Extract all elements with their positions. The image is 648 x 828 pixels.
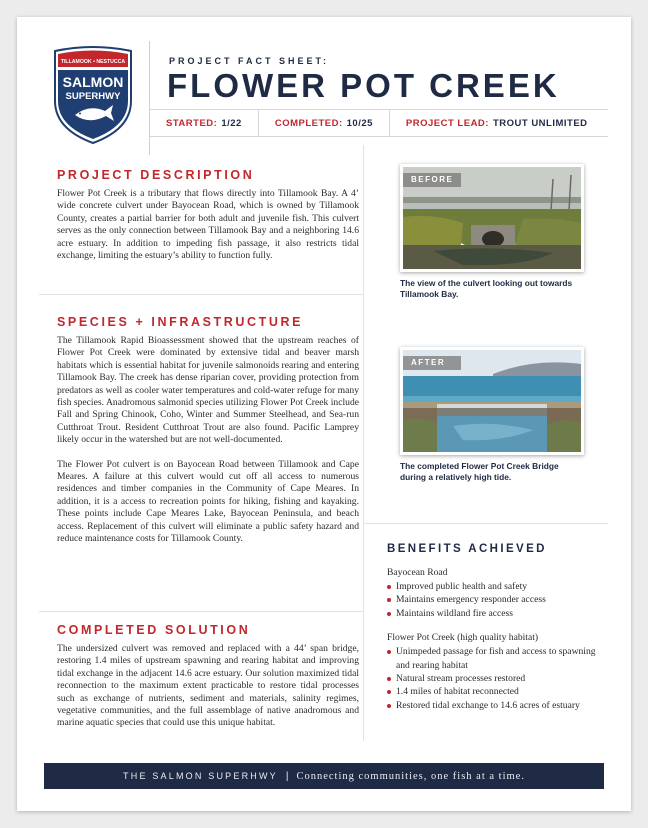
logo-line-1: SALMON <box>62 74 124 90</box>
completed-solution-heading: COMPLETED SOLUTION <box>57 623 251 637</box>
completed-solution-text: The undersized culvert was removed and replaced with a 44’ span bridge, restoring 1.4 miles of upstream spawning and rearing habitat and improving tidal exchange in the adjacent 14.6 acre estuary. Our solution maximized tidal reconnection to the maximum extent practicable to restore tidal processes such as exchange of nutrients, sediment and materials, salinity regimes, vegetative communities, and the full assemblage of native anadromous and marine aquatic species that could use this unique habitat. <box>57 643 359 729</box>
after-photo <box>400 347 584 455</box>
meta-completed-value: 10/25 <box>346 117 373 129</box>
meta-project-lead <box>389 110 604 136</box>
species-paragraph-2: The Flower Pot culvert is on Bayocean Road between Tillamook and Cape Meares. A failure at this culvert would cut off all access to numerous residences and timber companies in the Community of Cape Meares. In addition, it is a access to recreation points for hiking, fishing and kayaking. These points include Cape Meares Lake, Bayocean Peninsula, and beach access. Replacement of this culvert will eliminate a public safety hazard and reduce maintenance costs for Tillamook County. <box>57 458 359 545</box>
benefits-section <box>387 543 602 724</box>
after-photo-block <box>400 347 584 483</box>
benefit-item: 1.4 miles of habitat reconnected <box>387 685 602 698</box>
benefit-item: Unimpeded passage for fish and access to spawning and rearing habitat <box>387 645 602 672</box>
benefit-item: Maintains wildland fire access <box>387 607 602 620</box>
meta-lead-key: PROJECT LEAD: <box>405 117 489 129</box>
section-divider <box>39 611 363 612</box>
before-photo <box>400 164 584 272</box>
meta-completed-key: COMPLETED: <box>274 117 343 129</box>
before-photo-block <box>400 164 584 300</box>
meta-rule-bottom <box>150 136 608 137</box>
logo-line-2: SUPERHWY <box>65 91 121 102</box>
before-caption: The view of the culvert looking out towards Tillamook Bay. <box>400 278 573 299</box>
after-caption: The completed Flower Pot Creek Bridge during a relatively high tide. <box>400 461 559 482</box>
meta-completed <box>258 110 389 136</box>
footer-separator: | <box>285 770 289 782</box>
benefits-list <box>387 580 602 620</box>
benefits-divider <box>364 523 608 524</box>
project-meta-row <box>150 110 608 136</box>
benefit-item: Maintains emergency responder access <box>387 593 602 606</box>
header-divider <box>149 41 150 155</box>
section-divider <box>39 294 363 295</box>
project-description-text: Flower Pot Creek is a tributary that flows directly into Tillamook Bay. A 4’ wide concrete culvert under Bayocean Road, which is owned by Tillamook County, creates a partial barrier for both adult and juvenile fish. This culvert serves as the only connection between Tillamook Bay and a neighboring 14.6 acre estuary. In addition to impeding fish passage, it also restricts tidal exchange, limiting the estuary’s ability to function fully. <box>57 188 359 262</box>
benefit-item: Natural stream processes restored <box>387 672 602 685</box>
after-label: AFTER <box>403 356 461 370</box>
species-paragraph-1: The Tillamook Rapid Bioassessment showed that the upstream reaches of Flower Pot Creek were dominated by extensive tidal and beaver marsh habitats which is essential habitat for juvenile salmonoids rearing and entering Tillamook Bay. The creek has dense riparian cover, providing protection from predators as well as cooler water temperatures and cold-water refuge for many fish species. Anadromous salmonid species utilizing Flower Pot Creek include Fall and Spring Chinook, Coho, Winter and Summer Steelhead, and Sea-run Cutthroat Trout. Resident Cutthroat Trout are also found. Pacific Lamprey likely occur in the watershed but are not well-documented. <box>57 335 359 446</box>
footer-tagline: Connecting communities, one fish at a time. <box>296 770 525 782</box>
meta-started <box>150 110 258 136</box>
project-description-section <box>57 168 359 262</box>
footer-banner <box>44 763 604 789</box>
before-label: BEFORE <box>403 173 461 187</box>
species-infrastructure-heading: SPECIES + INFRASTRUCTURE <box>57 315 304 329</box>
benefits-list <box>387 645 602 712</box>
benefits-group-title: Flower Pot Creek (high quality habitat) <box>387 632 539 644</box>
fact-sheet-eyebrow: PROJECT FACT SHEET: <box>169 56 330 66</box>
project-description-heading: PROJECT DESCRIPTION <box>57 168 255 182</box>
salmon-superhwy-logo <box>51 45 135 145</box>
logo-top-text: TILLAMOOK • NESTUCCA <box>60 59 126 65</box>
column-divider <box>363 145 364 741</box>
benefits-group-title: Bayocean Road <box>387 567 448 578</box>
page-title: FLOWER POT CREEK <box>167 67 560 104</box>
benefit-item: Restored tidal exchange to 14.6 acres of estuary <box>387 699 602 712</box>
completed-solution-section <box>57 623 359 730</box>
meta-started-value: 1/22 <box>221 117 242 129</box>
meta-lead-value: TROUT UNLIMITED <box>492 117 588 129</box>
species-infrastructure-section <box>57 315 359 546</box>
fact-sheet-page <box>17 17 631 811</box>
footer-brand: THE SALMON SUPERHWY <box>123 771 278 781</box>
meta-started-key: STARTED: <box>166 117 218 129</box>
benefit-item: Improved public health and safety <box>387 580 602 593</box>
benefits-heading: BENEFITS ACHIEVED <box>387 543 547 555</box>
